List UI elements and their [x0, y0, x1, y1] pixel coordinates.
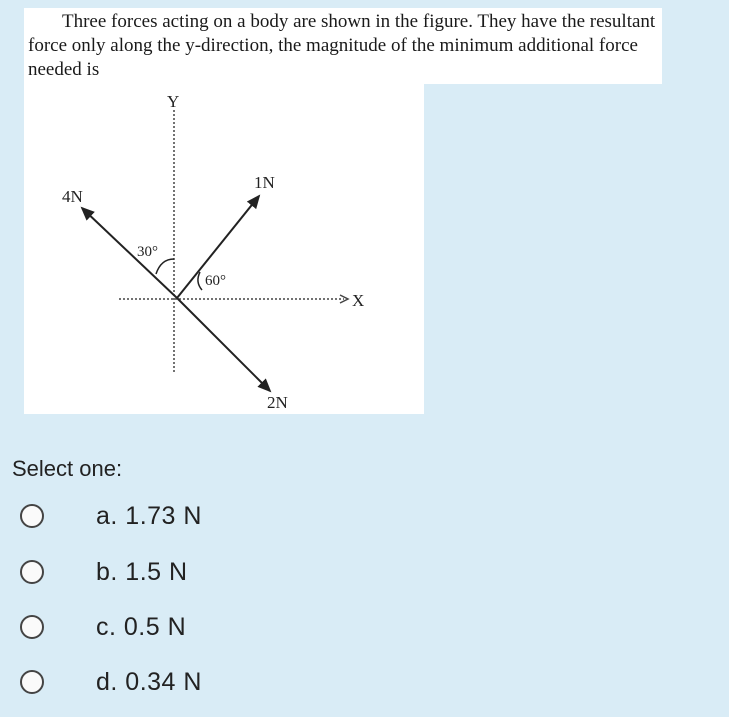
- angle-30-label: 30°: [137, 244, 158, 260]
- angle-60-arc: [198, 272, 202, 290]
- force-2n-label: 2N: [267, 393, 288, 412]
- option-a-label: a. 1.73 N: [96, 501, 202, 530]
- force-4n-label: 4N: [62, 187, 83, 206]
- axis-x-label: X: [352, 291, 365, 310]
- radio-button-d[interactable]: [20, 670, 44, 694]
- select-one-label: Select one:: [12, 456, 123, 481]
- radio-button-b[interactable]: [20, 560, 44, 584]
- option-b[interactable]: [20, 552, 320, 592]
- force-1n-label: 1N: [254, 173, 275, 192]
- radio-button-a[interactable]: [20, 504, 44, 528]
- option-c-label: c. 0.5 N: [96, 612, 187, 641]
- option-d-label: d. 0.34 N: [96, 667, 202, 696]
- question-text: Three forces acting on a body are shown in the figure. They have the resultant force only along the y-direction, the magnitude of the minimum additional force needed is: [28, 11, 656, 80]
- force-2n-arrow: [177, 298, 270, 391]
- option-a[interactable]: [20, 496, 320, 536]
- angle-60-label: 60°: [205, 273, 226, 289]
- force-diagram-svg: [24, 84, 424, 414]
- radio-button-c[interactable]: [20, 615, 44, 639]
- option-c[interactable]: [20, 607, 320, 647]
- force-4n-arrow: [82, 208, 177, 298]
- axis-y-label: Y: [167, 92, 180, 111]
- option-b-label: b. 1.5 N: [96, 557, 188, 586]
- angle-30-arc: [156, 259, 174, 274]
- force-diagram: [24, 84, 424, 414]
- option-d[interactable]: [20, 662, 320, 702]
